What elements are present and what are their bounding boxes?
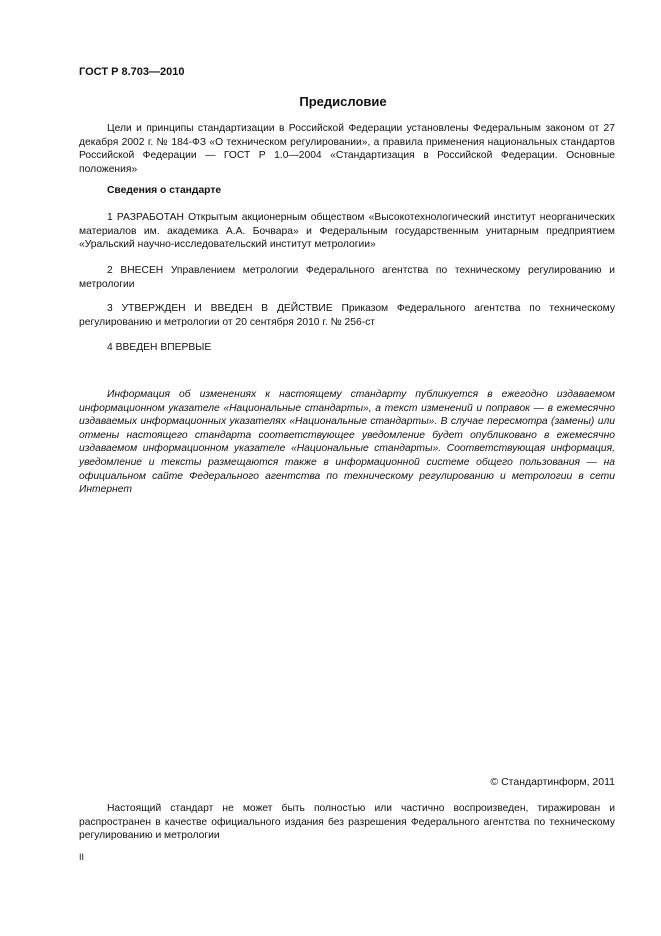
info-item-3: 3 УТВЕРЖДЕН И ВВЕДЕН В ДЕЙСТВИЕ Приказом Федерального агентства по техническому регулированию и метрологии от 20 сентября 2010 г. № 256-ст: [79, 303, 615, 328]
change-info: Информация об изменениях к настоящему стандарту публикуется в ежегодно издаваемом информационном указателе «Национальные стандарты», а текст изменений и поправок — в ежемесячно издаваемых информационных указателях «Национальные стандарты». В случае пересмотра (замены) или отмены настоящего стандарта соответствующее уведомление будет опубликовано в ежемесячно издаваемом информационном указателе «Национальные стандарты». Соответствующая информация, уведомление и тексты размещаются также в информационной системе общего пользования — на официальном сайте Федерального агентства по техническому регулированию и метрологии в сети Интернет: [79, 389, 615, 496]
copyright-notice: © Стандартинформ, 2011: [490, 776, 615, 788]
info-item-1: 1 РАЗРАБОТАН Открытым акционерным обществом «Высокотехнологический институт неорганических материалов им. академика А.А. Бочвара» и Федеральным государственным унитарным предприятием «Уральский научно-исследовательский институт метрологии»: [79, 212, 615, 251]
info-item-4: 4 ВВЕДЕН ВПЕРВЫЕ: [107, 342, 212, 353]
reproduction-notice: Настоящий стандарт не может быть полностью или частично воспроизведен, тиражирован и распространен в качестве официального издания без разрешения Федерального агентства по техническому регулированию и метрологии: [79, 803, 615, 842]
document-code: ГОСТ Р 8.703—2010: [79, 66, 185, 78]
info-item-2: 2 ВНЕСЕН Управлением метрологии Федерального агентства по техническому регулированию и метрологии: [79, 265, 615, 290]
page-number: II: [79, 852, 85, 862]
info-heading: Сведения о стандарте: [107, 185, 222, 196]
preface-intro: Цели и принципы стандартизации в Российской Федерации установлены Федеральным законом от 27 декабря 2002 г. № 184-ФЗ «О техническом регулировании», а правила применения национальных стандартов Российской Федерации — ГОСТ Р 1.0—2004 «Стандартизация в Российской Федерации. Основные положения»: [79, 123, 615, 175]
preface-title: Предисловие: [299, 94, 387, 109]
